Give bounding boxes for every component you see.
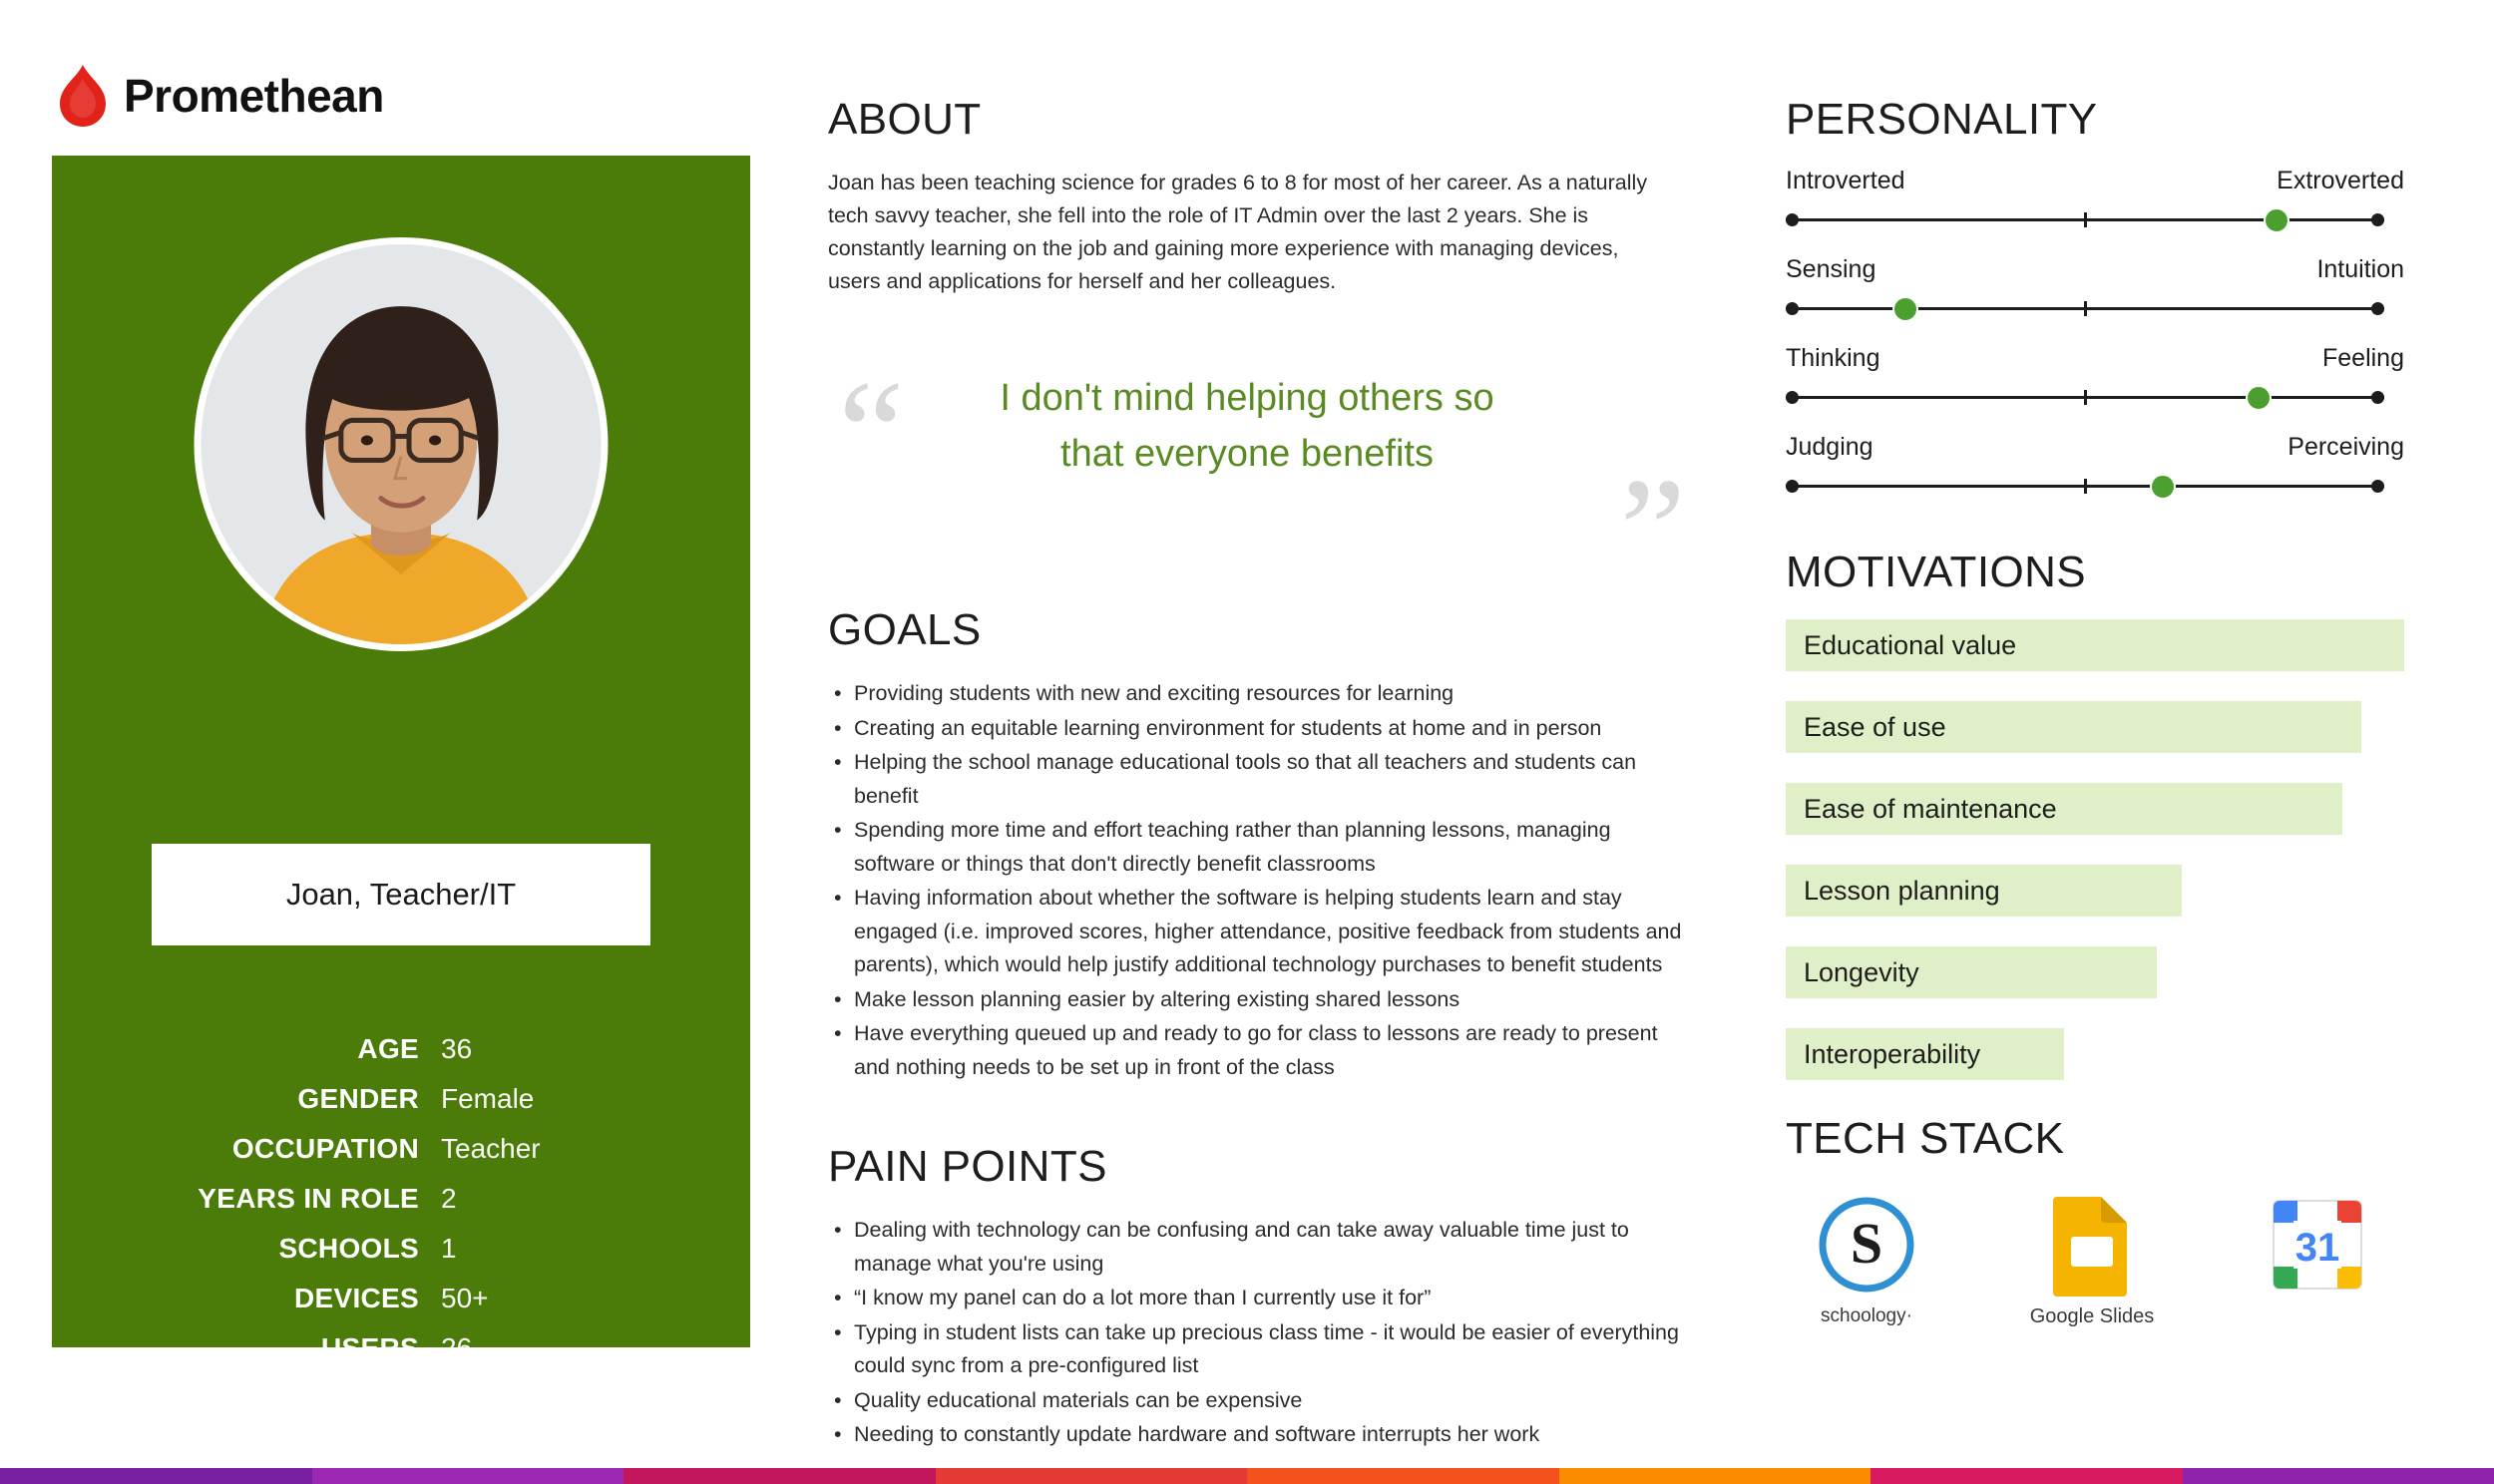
attribute-value: 1	[441, 1233, 457, 1264]
list-item: • Dealing with technology can be confusing and can take away valuable time just to manage what you're using	[828, 1214, 1686, 1281]
personality-trait	[1786, 255, 2404, 322]
slider-end-right	[2371, 302, 2384, 315]
bar-segment	[1559, 1468, 1871, 1484]
motivation-label: Lesson planning	[1804, 875, 2000, 906]
motivation-bar	[1786, 783, 2342, 835]
about-text: Joan has been teaching science for grades 6 to 8 for most of her career. As a naturally tech savvy teacher, she fell into the role of IT Admin over the last 2 years. She is constantly learning on the job and gaining more experience with managing devices, users and applications for herself and her colleagues.	[828, 171, 1648, 293]
list-item: • Helping the school manage educational tools so that all teachers and students can benefit	[828, 746, 1686, 813]
attribute-key: USERS	[321, 1332, 419, 1363]
bar-segment	[624, 1468, 936, 1484]
motivation-label: Ease of maintenance	[1804, 793, 2057, 824]
persona-name: Joan, Teacher/IT	[285, 877, 517, 912]
trait-slider[interactable]	[1786, 296, 2384, 322]
list-item: • Spending more time and effort teaching rather than planning lessons, managing software or things that don't directly benefit classrooms	[828, 814, 1686, 881]
bar-segment	[0, 1468, 312, 1484]
schoology-icon	[1802, 1190, 1931, 1299]
attribute-key: DEVICES	[293, 1283, 419, 1313]
tech-caption: schoology·	[1821, 1305, 1912, 1326]
attribute-row	[52, 1382, 690, 1414]
attribute-value: 50+	[441, 1283, 489, 1313]
list-item: • Make lesson planning easier by altering existing shared lessons	[828, 983, 1686, 1017]
slider-end-left	[1786, 391, 1799, 404]
motivations-list	[1786, 619, 2404, 1080]
personality-trait	[1786, 344, 2404, 411]
attribute-key: YEARS IN ROLE	[198, 1183, 419, 1214]
quote-block	[828, 350, 1706, 613]
attribute-row	[52, 1332, 690, 1364]
bar-segment	[936, 1468, 1248, 1484]
pain-points-title: PAIN POINTS	[828, 1142, 1107, 1191]
promethean-logo	[52, 60, 750, 132]
quote-text: I don't mind helping others so that everyone benefits	[1000, 377, 1494, 475]
attribute-value: Teacher	[441, 1133, 541, 1164]
motivation-label: Ease of use	[1804, 711, 1946, 742]
bar-segment	[2183, 1468, 2494, 1484]
motivation-label: Longevity	[1804, 956, 1919, 987]
list-item: • Have everything queued up and ready to go for class to lessons are ready to present and nothing needs to be set up in front of the class	[828, 1017, 1686, 1084]
personality-title: PERSONALITY	[1786, 95, 2098, 144]
bottom-color-bar	[0, 1468, 2494, 1484]
trait-right-label: Perceiving	[2287, 433, 2404, 461]
attribute-row	[52, 1283, 690, 1314]
attribute-key: GENDER	[297, 1083, 419, 1114]
bar-segment	[1870, 1468, 2183, 1484]
flame-icon	[60, 65, 106, 127]
left-column	[52, 60, 750, 1413]
motivation-label: Interoperability	[1804, 1038, 1981, 1069]
tech-item-google-slides	[2027, 1190, 2157, 1328]
trait-left-label: Introverted	[1786, 167, 1905, 194]
quote-close-icon: ”	[1619, 448, 1686, 613]
slider-end-right	[2371, 391, 2384, 404]
motivation-bar	[1786, 701, 2361, 753]
attribute-key: LOCATION	[272, 1382, 419, 1413]
attribute-key: AGE	[357, 1033, 419, 1064]
motivation-bar	[1786, 946, 2157, 998]
attribute-row	[52, 1033, 690, 1065]
about-title: ABOUT	[828, 95, 982, 144]
calendar-day: 31	[2294, 1226, 2340, 1270]
tech-item-schoology	[1802, 1190, 1931, 1327]
attribute-value: Oxford, UK	[441, 1382, 580, 1413]
goals-section	[828, 605, 1706, 1084]
trait-right-label: Intuition	[2316, 255, 2404, 283]
avatar	[195, 237, 609, 651]
slider-midpoint	[2084, 212, 2087, 227]
trait-left-label: Thinking	[1786, 344, 1880, 372]
slider-knob[interactable]	[2150, 474, 2176, 500]
slider-end-right	[2371, 213, 2384, 226]
goals-list	[828, 677, 1706, 1084]
attribute-row	[52, 1083, 690, 1115]
list-item: • Quality educational materials can be expensive	[828, 1384, 1686, 1418]
name-plate	[152, 844, 650, 945]
list-item: • Creating an equitable learning environment for students at home and in person	[828, 712, 1686, 746]
attributes-table	[52, 1033, 750, 1432]
personality-trait	[1786, 167, 2404, 233]
list-item: • Needing to constantly update hardware and software interrupts her work	[828, 1418, 1686, 1452]
tech-stack-list	[1786, 1190, 2404, 1328]
slider-end-left	[1786, 213, 1799, 226]
attribute-row	[52, 1233, 690, 1265]
slider-knob[interactable]	[2246, 385, 2272, 411]
slider-midpoint	[2084, 479, 2087, 494]
list-item: • Having information about whether the software is helping students learn and stay engaged (i.e. improved scores, higher attendance, positive feedback from students and parents), which would help justify additional technology purchases to benefit students	[828, 882, 1686, 982]
pain-points-section	[828, 1142, 1706, 1452]
slider-end-right	[2371, 480, 2384, 493]
attribute-key: SCHOOLS	[278, 1233, 419, 1264]
list-item: • “I know my panel can do a lot more than I currently use it for”	[828, 1282, 1686, 1315]
motivation-bar	[1786, 619, 2404, 671]
bar-segment	[1247, 1468, 1559, 1484]
slider-end-left	[1786, 302, 1799, 315]
pain-points-list	[828, 1214, 1706, 1452]
slider-midpoint	[2084, 301, 2087, 316]
trait-slider[interactable]	[1786, 385, 2384, 411]
bar-segment	[312, 1468, 624, 1484]
about-section	[828, 95, 1706, 298]
attribute-value: 2	[441, 1183, 457, 1214]
attribute-value: 26	[441, 1332, 473, 1363]
brand-name: Promethean	[124, 70, 384, 122]
motivations-title: MOTIVATIONS	[1786, 548, 2086, 596]
tech-stack-title: TECH STACK	[1786, 1114, 2065, 1163]
attribute-key: OCCUPATION	[231, 1133, 419, 1164]
tech-item-google-calendar	[2253, 1190, 2382, 1305]
trait-right-label: Feeling	[2322, 344, 2404, 372]
goals-title: GOALS	[828, 605, 982, 654]
svg-text:S: S	[1850, 1211, 1883, 1276]
motivation-bar	[1786, 865, 2182, 917]
attribute-row	[52, 1183, 690, 1215]
list-item: • Providing students with new and exciting resources for learning	[828, 677, 1686, 711]
middle-column	[828, 95, 1706, 1453]
slider-knob[interactable]	[2264, 207, 2289, 233]
motivation-label: Educational value	[1804, 629, 2017, 660]
right-column	[1786, 95, 2404, 1328]
motivation-bar	[1786, 1028, 2064, 1080]
attribute-value: 36	[441, 1033, 473, 1064]
google-calendar-icon	[2253, 1190, 2382, 1299]
profile-card	[52, 156, 750, 1413]
trait-right-label: Extroverted	[2277, 167, 2404, 194]
trait-slider[interactable]	[1786, 474, 2384, 500]
attribute-value: Female	[441, 1083, 535, 1114]
trait-slider[interactable]	[1786, 207, 2384, 233]
tech-caption: Google Slides	[2029, 1305, 2155, 1327]
slider-midpoint	[2084, 390, 2087, 405]
attribute-row	[52, 1133, 690, 1165]
slider-knob[interactable]	[1892, 296, 1918, 322]
slider-end-left	[1786, 480, 1799, 493]
quote-open-icon: “	[838, 350, 905, 516]
google-slides-icon	[2027, 1190, 2157, 1299]
trait-left-label: Judging	[1786, 433, 1873, 461]
personality-trait	[1786, 433, 2404, 500]
trait-left-label: Sensing	[1786, 255, 1876, 283]
list-item: • Typing in student lists can take up precious class time - it would be easier of everything could sync from a pre-configured list	[828, 1316, 1686, 1383]
